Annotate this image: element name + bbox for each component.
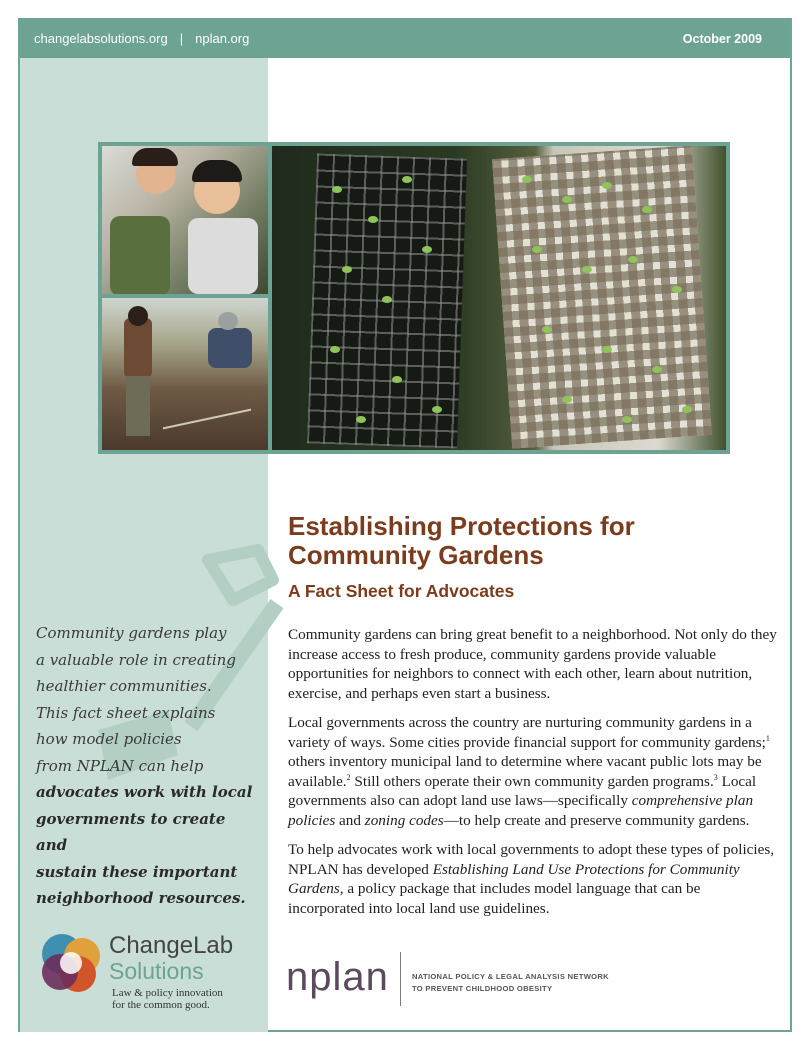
quote-line: This fact sheet explains <box>36 703 216 722</box>
nplan-description <box>412 971 652 995</box>
nplan-site-link[interactable]: nplan.org <box>195 31 250 46</box>
seedling-trays-photo <box>272 146 726 450</box>
photo-collage <box>98 142 730 454</box>
quote-line: governments to create and <box>36 809 226 854</box>
quote-line: Community gardens play <box>36 624 227 642</box>
footnote-2: 2 <box>346 772 351 782</box>
paragraph-3: To help advocates work with local governments to adopt these types of policies, NPLAN has developed Establishing Land Use Protections for Community Gardens, a policy package that includes model language that can be incorporated into local land use guidelines. <box>288 841 775 917</box>
tagline-line: for the common good. <box>112 999 210 1011</box>
header-links <box>34 31 249 46</box>
quote-line: a valuable role in creating <box>36 650 236 669</box>
footer-divider <box>400 952 401 1006</box>
changelab-name: ChangeLab <box>109 932 234 959</box>
quote-line: neighborhood resources. <box>36 889 246 907</box>
paragraph-2: Local governments across the country are nurturing community gardens in a variety of ways. Some cities provide financial support for community gardens;$^1$ others inventory municipal land to determine where vacant public lots may be available.$^2$ Still others operate their own community garden programs.$^3$ Local governments also can adopt land use laws—specifically comprehensive plan policies and zoning codes—to help create and preserve community gardens. <box>288 714 770 829</box>
changelab-tagline <box>112 987 252 1011</box>
changelab-logo-icon <box>38 930 104 996</box>
nplan-desc-line: TO PREVENT CHILDHOOD OBESITY <box>412 984 553 993</box>
header-bar <box>20 20 790 58</box>
nplan-logo: nplan <box>286 955 389 999</box>
quote-line: healthier communities. <box>36 677 212 695</box>
quote-line: from NPLAN can help <box>36 756 204 775</box>
solutions-name: Solutions <box>109 958 204 984</box>
kids-gardening-photo <box>102 146 268 294</box>
body-text <box>288 625 778 928</box>
title-line-2: Community Gardens <box>288 540 544 570</box>
tagline-line: Law & policy innovation <box>112 987 223 999</box>
publication-date: October 2009 <box>682 32 762 46</box>
changelab-site-link[interactable]: changelabsolutions.org <box>34 31 168 46</box>
nplan-desc-line: NATIONAL POLICY & LEGAL ANALYSIS NETWORK <box>412 972 609 981</box>
title-line-1: Establishing Protections for <box>288 511 635 541</box>
header-separator: | <box>179 31 184 46</box>
page-subtitle: A Fact Sheet for Advocates <box>288 581 515 601</box>
fact-sheet-page <box>18 18 792 1032</box>
footnote-3: 3 <box>713 772 718 782</box>
quote-line: how model policies <box>36 730 182 748</box>
quote-line: sustain these important <box>36 862 238 881</box>
boy-and-adult-in-garden-photo <box>102 298 268 450</box>
paragraph-1: Community gardens can bring great benefit to a neighborhood. Not only do they increase access to fresh produce, community gardens provide valuable opportunities for neighbors to connect with each other, learn about nutrition, exercise, and perhaps even start a business. <box>288 626 777 702</box>
policy-package-title: Establishing Land Use Protections for Community Gardens, <box>288 860 740 897</box>
footnote-1: 1 <box>765 733 770 743</box>
quote-line: advocates work with local <box>36 783 253 801</box>
page-title <box>288 512 768 570</box>
sidebar-quote <box>36 620 256 912</box>
